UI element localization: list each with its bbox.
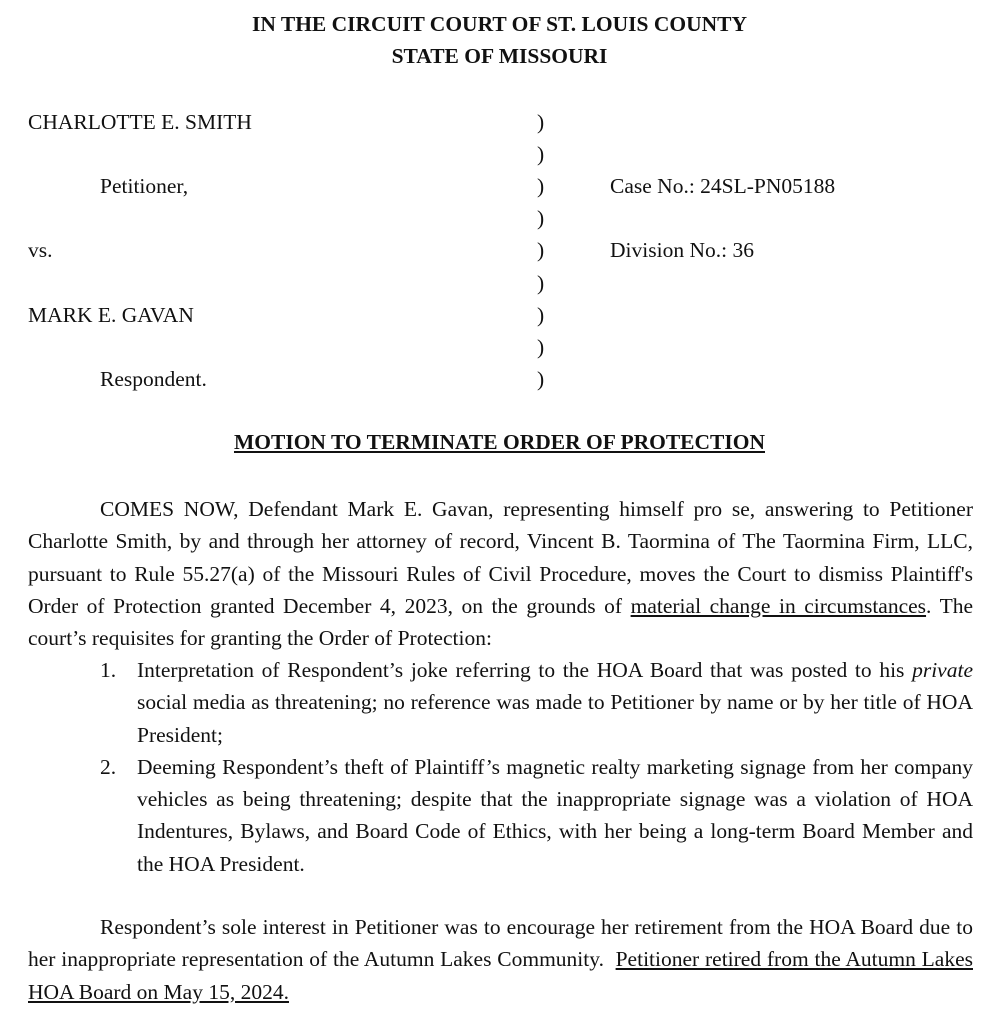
intro-paragraph [28, 493, 973, 654]
court-state-heading: STATE OF MISSOURI [391, 44, 608, 68]
case-number: Case No.: 24SL-PN05188 [610, 174, 836, 198]
emphasis-private: private [912, 658, 973, 682]
petitioner-name: CHARLOTTE E. SMITH [28, 110, 252, 134]
caption-paren: ) [537, 110, 545, 134]
closing-paragraph [28, 911, 979, 1008]
list-item-number: 2. [100, 754, 117, 779]
caption-paren: ) [537, 174, 545, 198]
caption-paren: ) [537, 238, 545, 262]
grounds-underlined: material change in circumstances [630, 593, 927, 618]
list-item-text: social media as threatening; no reference was made to Petitioner by name or by her title of HOA President; [137, 690, 973, 747]
intro-text: COMES NOW, Defendant Mark E. Gavan, representing himself pro se, answering to Petitioner Charlotte Smith, by and through her attorney of record, Vincent B. Taormina of The Taormina Firm, LLC, pursuant to Rule 55.27(a) of the Missouri Rules of Civil Procedure, moves the Court to dismiss Plaintiff's Order of Protection granted December 4, 2023, on the grounds of [28, 497, 973, 618]
court-name-heading: IN THE CIRCUIT COURT OF ST. LOUIS COUNTY [251, 12, 748, 36]
caption-paren: ) [537, 206, 545, 230]
caption-paren: ) [537, 271, 545, 295]
caption-paren: ) [537, 303, 545, 327]
caption-paren: ) [537, 142, 545, 166]
respondent-name: MARK E. GAVAN [28, 303, 194, 327]
caption-paren: ) [537, 367, 545, 391]
motion-title: MOTION TO TERMINATE ORDER OF PROTECTION [233, 430, 765, 454]
requisites-list [100, 654, 973, 880]
list-item-number: 1. [100, 658, 117, 682]
list-item-text: Interpretation of Respondent’s joke referring to the HOA Board that was posted to his [137, 658, 913, 682]
versus-label: vs. [28, 238, 53, 262]
petitioner-role: Petitioner, [100, 174, 189, 198]
list-item-text: Deeming Respondent’s theft of Plaintiff’s magnetic realty marketing signage from her company vehicles as being threatening; despite that the inappropriate signage was a violation of HOA Indentures, Bylaws, and Board Code of Ethics, with her being a long-term Board Member and the HOA President. [137, 754, 973, 876]
division-number: Division No.: 36 [610, 238, 754, 262]
respondent-role: Respondent. [100, 367, 207, 391]
list-item [100, 751, 973, 880]
retirement-statement: Petitioner retired from the Autumn Lakes HOA Board on May 15, 2024. [28, 947, 973, 1004]
caption-paren: ) [537, 335, 545, 359]
list-item [100, 654, 973, 751]
intro-tail: . The court’s requisites for granting the Order of Protection: [28, 593, 973, 651]
closing-text: Respondent’s sole interest in Petitioner was to encourage her retirement from the HOA Board due to her inappropriate representation of the Autumn Lakes Community. [28, 915, 979, 972]
